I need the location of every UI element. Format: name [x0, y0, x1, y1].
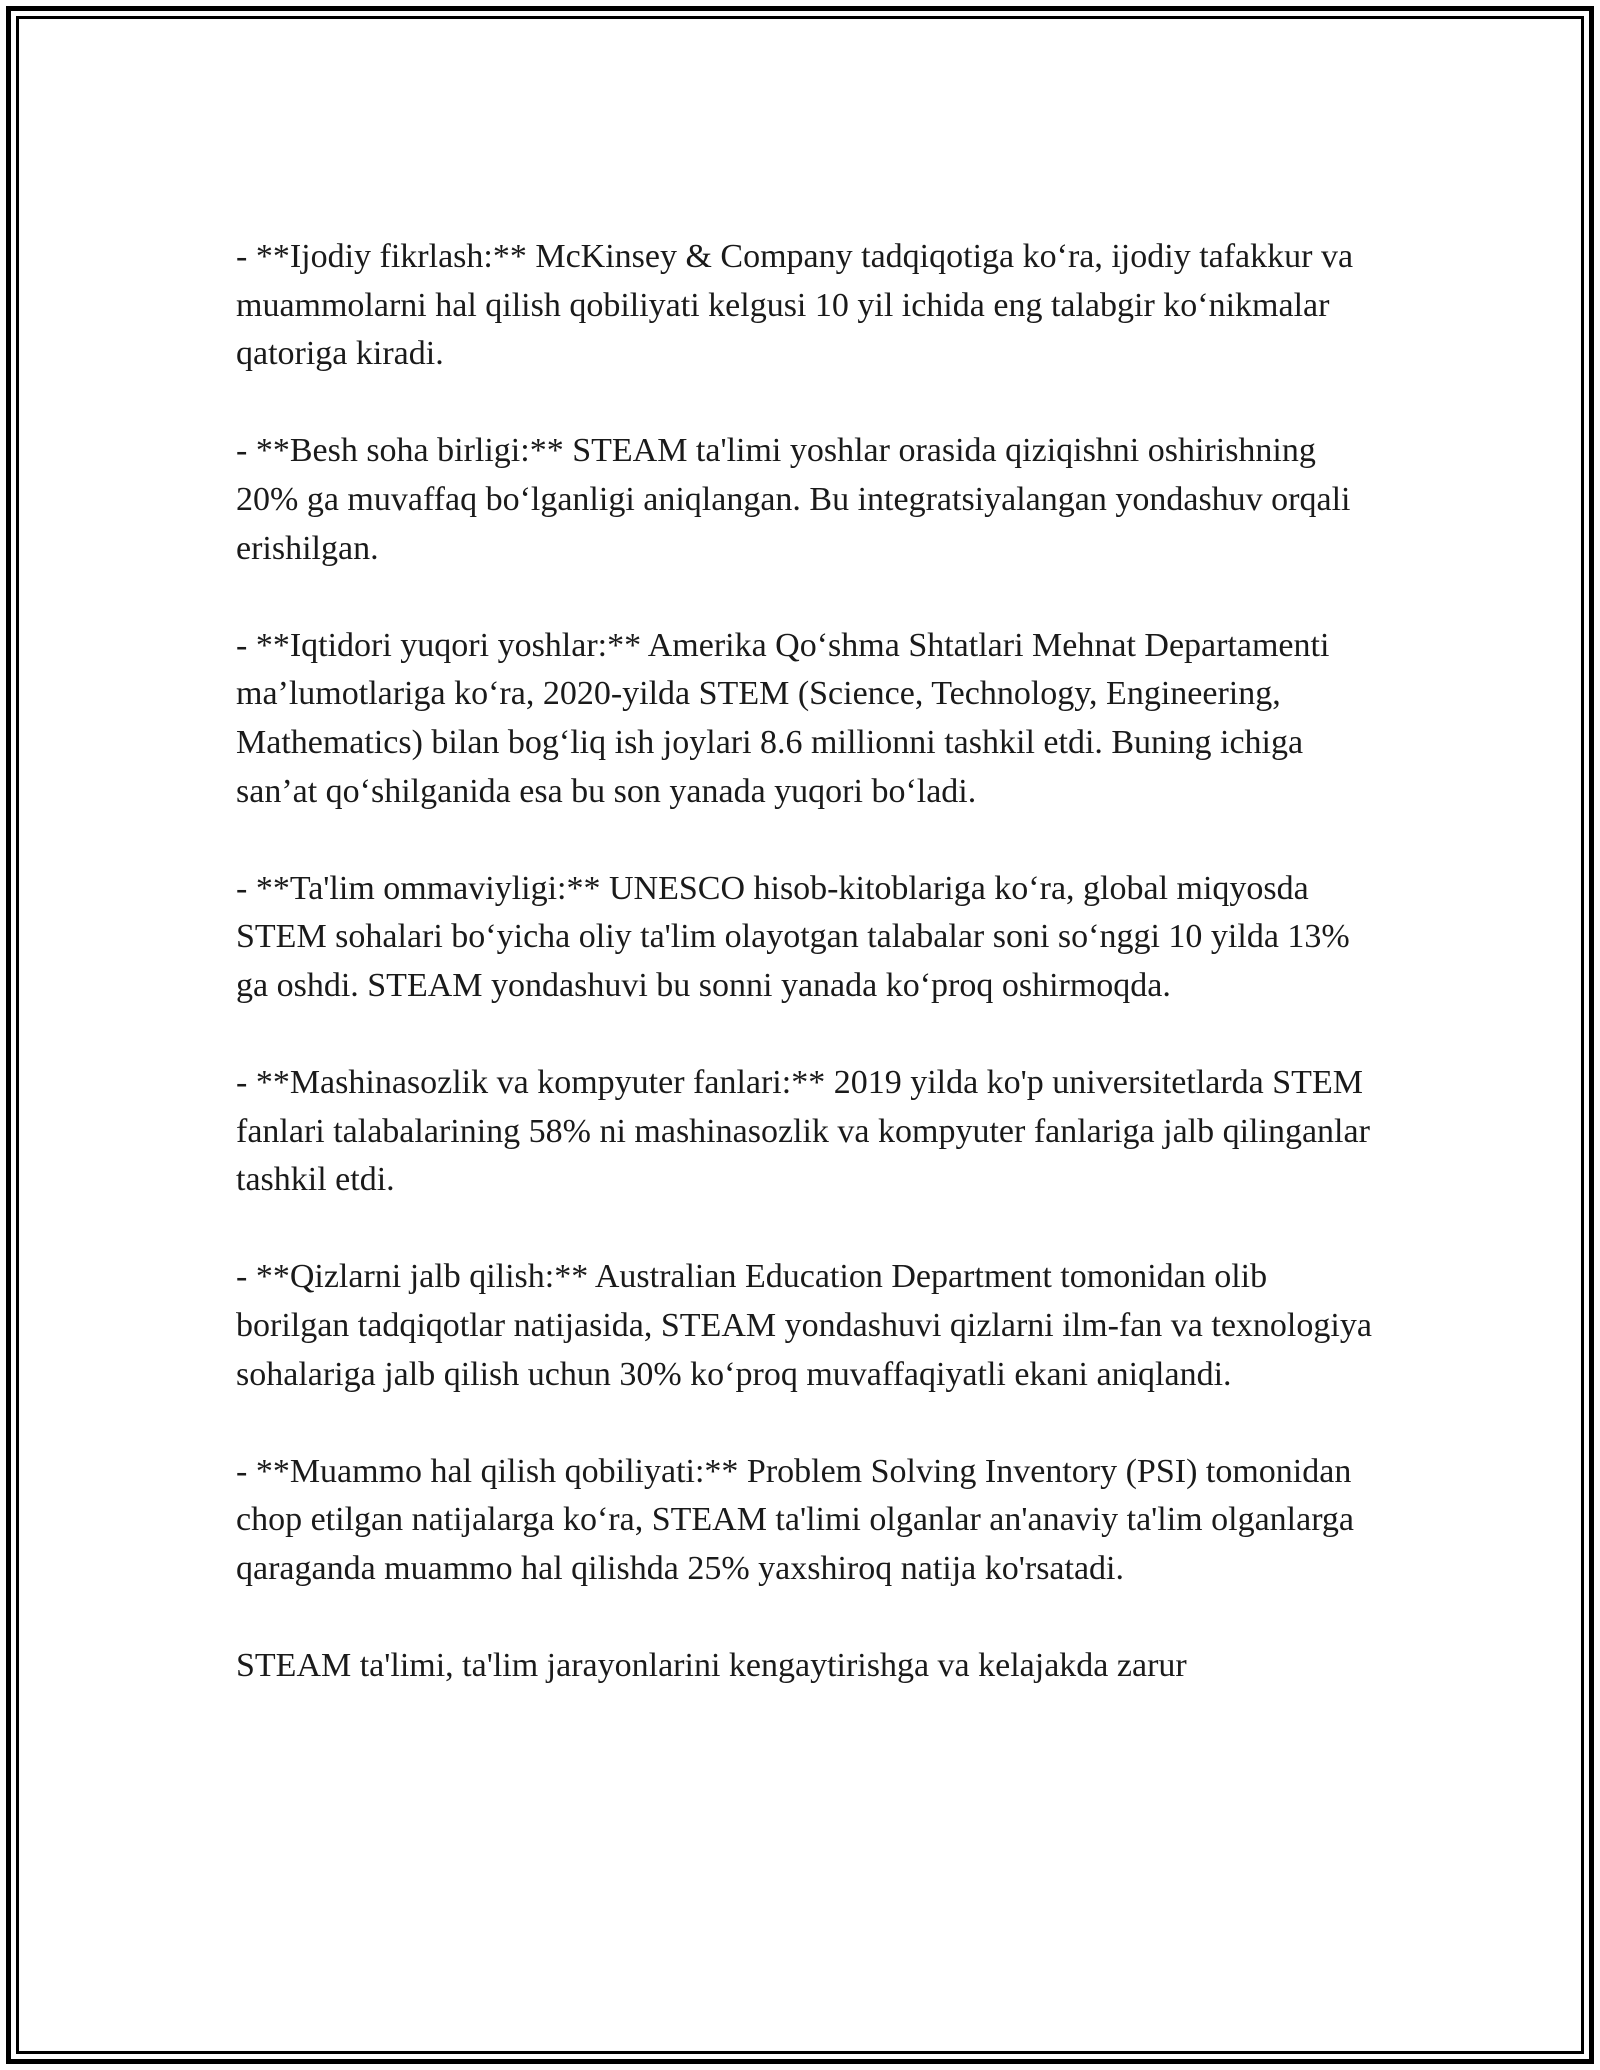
document-body — [236, 233, 1376, 1691]
paragraph-talim-ommaviyligi: - **Ta'lim ommaviyligi:** UNESCO hisob-kitoblariga koʻra, global miqyosda STEM sohalari boʻyicha oliy ta'lim olayotgan talabalar soni soʻnggi 10 yilda 13% ga oshdi. STEAM yondashuvi bu sonni yanada koʻproq oshirmoqda. — [236, 869, 1350, 1004]
paragraph-qizlarni-jalb-qilish: - **Qizlarni jalb qilish:** Australian Education Department tomonidan olib borilgan tadqiqotlar natijasida, STEAM yondashuvi qizlarni ilm-fan va texnologiya sohalariga jalb qilish uchun 30% koʻproq muvaffaqiyatli ekani aniqlandi. — [236, 1258, 1372, 1393]
paragraph-conclusion: STEAM ta'limi, ta'lim jarayonlarini kengaytirishga va kelajakda zarur — [236, 1647, 1187, 1685]
paragraph-mashinasozlik: - **Mashinasozlik va kompyuter fanlari:** 2019 yilda ko'p universitetlarda STEM fanlari talabalarining 58% ni mashinasozlik va kompyuter fanlariga jalb qilinganlar tashkil etdi. — [236, 1064, 1370, 1199]
paragraph-ijodiy-fikrlash: - **Ijodiy fikrlash:** McKinsey & Company tadqiqotiga koʻra, ijodiy tafakkur va muammolarni hal qilish qobiliyati kelgusi 10 yil ichida eng talabgir koʻnikmalar qatoriga kiradi. — [236, 238, 1354, 373]
paragraph-muammo-hal-qilish: - **Muammo hal qilish qobiliyati:** Problem Solving Inventory (PSI) tomonidan chop etilgan natijalarga koʻra, STEAM ta'limi olganlar an'anaviy ta'lim olganlarga qaraganda muammo hal qilishda 25% yaxshiroq natija ko'rsatadi. — [236, 1452, 1354, 1588]
paragraph-besh-soha-birligi: - **Besh soha birligi:** STEAM ta'limi yoshlar orasida qiziqishni oshirishning 20% ga muvaffaq boʻlganligi aniqlangan. Bu integratsiyalangan yondashuv orqali erishilgan. — [236, 432, 1351, 567]
paragraph-iqtidori-yuqori-yoshlar: - **Iqtidori yuqori yoshlar:** Amerika Qoʻshma Shtatlari Mehnat Departamenti ma’lumotlariga koʻra, 2020-yilda STEM (Science, Technology, Engineering, Mathematics) bilan bogʻliq ish joylari 8.6 millionni tashkil etdi. Buning ichiga san’at qoʻshilganida esa bu son yanada yuqori boʻladi. — [236, 626, 1330, 810]
